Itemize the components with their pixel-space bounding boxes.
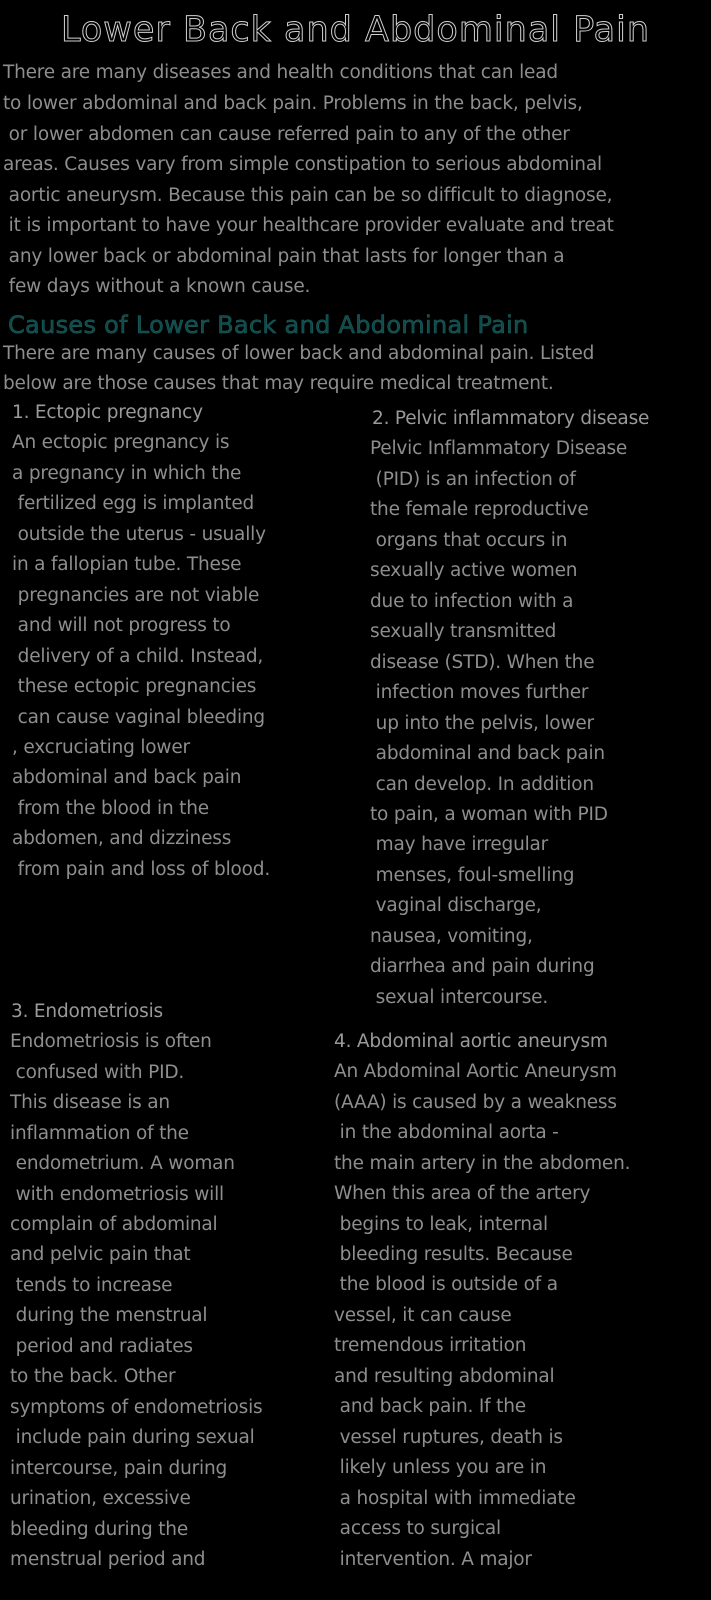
section-line: fertilized egg is implanted (12, 493, 255, 514)
section-line: This disease is an (10, 1092, 170, 1113)
section-line: sexually transmitted (370, 621, 557, 642)
causes-intro-line: There are many causes of lower back and abdominal pain. Listed (3, 343, 595, 364)
section-line: menstrual period and (10, 1549, 206, 1570)
section-line: likely unless you are in (334, 1457, 547, 1478)
section-line: , excruciating lower (12, 737, 190, 758)
section-line: due to infection with a (370, 591, 574, 612)
section-line: nausea, vomiting, (370, 926, 533, 947)
section-line: Endometriosis is often (10, 1031, 212, 1052)
section-line: in the abdominal aorta - (334, 1122, 559, 1143)
section-line: vaginal discharge, (370, 895, 542, 916)
section-line: period and radiates (10, 1336, 193, 1357)
section-line: menses, foul-smelling (370, 865, 575, 886)
section-line: inflammation of the (10, 1123, 189, 1144)
section-line: sexually active women (370, 560, 578, 581)
section-title: 3. Endometriosis (11, 1001, 163, 1022)
section-line: with endometriosis will (10, 1184, 224, 1205)
section-line: complain of abdominal (10, 1214, 218, 1235)
section-line: begins to leak, internal (334, 1214, 548, 1235)
section-line: confused with PID. (10, 1062, 185, 1083)
section-line: infection moves further (370, 682, 589, 703)
section-line: outside the uterus - usually (12, 524, 266, 545)
section-line: An Abdominal Aortic Aneurysm (334, 1061, 617, 1082)
causes-heading: Causes of Lower Back and Abdominal Pain (8, 311, 529, 339)
section-line: An ectopic pregnancy is (12, 432, 230, 453)
section-line: and pelvic pain that (10, 1244, 191, 1265)
section-line: vessel ruptures, death is (334, 1427, 563, 1448)
section-line: (AAA) is caused by a weakness (334, 1092, 617, 1113)
section-line: diarrhea and pain during (370, 956, 595, 977)
causes-intro-line: below are those causes that may require medical treatment. (3, 373, 554, 394)
section-line: disease (STD). When the (370, 652, 595, 673)
section-line: abdominal and back pain (370, 743, 605, 764)
section-line: from the blood in the (12, 798, 209, 819)
section-line: these ectopic pregnancies (12, 676, 257, 697)
intro-line: to lower abdominal and back pain. Problems in the back, pelvis, (3, 93, 583, 114)
section-line: from pain and loss of blood. (12, 859, 270, 880)
intro-line: or lower abdomen can cause referred pain to any of the other (3, 124, 570, 145)
section-line: intercourse, pain during (10, 1458, 228, 1479)
intro-line: aortic aneurysm. Because this pain can be so difficult to diagnose, (3, 185, 613, 206)
section-title: 4. Abdominal aortic aneurysm (334, 1031, 608, 1052)
section-line: When this area of the artery (334, 1183, 591, 1204)
section-line: the main artery in the abdomen. (334, 1153, 631, 1174)
section-line: bleeding during the (10, 1519, 189, 1540)
section-line: endometrium. A woman (10, 1153, 235, 1174)
section-line: bleeding results. Because (334, 1244, 573, 1265)
section-title: 2. Pelvic inflammatory disease (372, 408, 650, 429)
page-title: Lower Back and Abdominal Pain (60, 10, 651, 50)
section-line: up into the pelvis, lower (370, 713, 594, 734)
section-line: to the back. Other (10, 1366, 176, 1387)
section-line: may have irregular (370, 834, 549, 855)
section-line: abdominal and back pain (12, 767, 242, 788)
section-line: organs that occurs in (370, 530, 568, 551)
section-line: urination, excessive (10, 1488, 191, 1509)
section-line: access to surgical (334, 1518, 501, 1539)
section-line: can develop. In addition (370, 774, 594, 795)
section-line: tends to increase (10, 1275, 173, 1296)
section-line: abdomen, and dizziness (12, 828, 232, 849)
section-line: and will not progress to (12, 615, 231, 636)
section-line: can cause vaginal bleeding (12, 707, 265, 728)
section-line: to pain, a woman with PID (370, 804, 608, 825)
section-line: Pelvic Inflammatory Disease (370, 438, 628, 459)
section-line: a pregnancy in which the (12, 463, 242, 484)
section-line: and resulting abdominal (334, 1366, 555, 1387)
section-line: a hospital with immediate (334, 1488, 576, 1509)
section-line: vessel, it can cause (334, 1305, 512, 1326)
section-line: symptoms of endometriosis (10, 1397, 263, 1418)
section-line: the female reproductive (370, 499, 589, 520)
section-line: include pain during sexual (10, 1427, 255, 1448)
section-line: sexual intercourse. (370, 987, 549, 1008)
section-line: pregnancies are not viable (12, 585, 260, 606)
section-line: and back pain. If the (334, 1396, 526, 1417)
section-line: during the menstrual (10, 1305, 208, 1326)
section-line: the blood is outside of a (334, 1274, 558, 1295)
intro-line: There are many diseases and health conditions that can lead (3, 62, 558, 83)
intro-line: it is important to have your healthcare provider evaluate and treat (3, 215, 614, 236)
section-line: in a fallopian tube. These (12, 554, 242, 575)
section-line: tremendous irritation (334, 1335, 527, 1356)
section-title: 1. Ectopic pregnancy (12, 402, 203, 423)
intro-line: few days without a known cause. (3, 276, 311, 297)
section-line: (PID) is an infection of (370, 469, 576, 490)
section-line: intervention. A major (334, 1549, 532, 1570)
intro-line: any lower back or abdominal pain that lasts for longer than a (3, 246, 565, 267)
intro-line: areas. Causes vary from simple constipation to serious abdominal (3, 154, 602, 175)
section-line: delivery of a child. Instead, (12, 646, 264, 667)
